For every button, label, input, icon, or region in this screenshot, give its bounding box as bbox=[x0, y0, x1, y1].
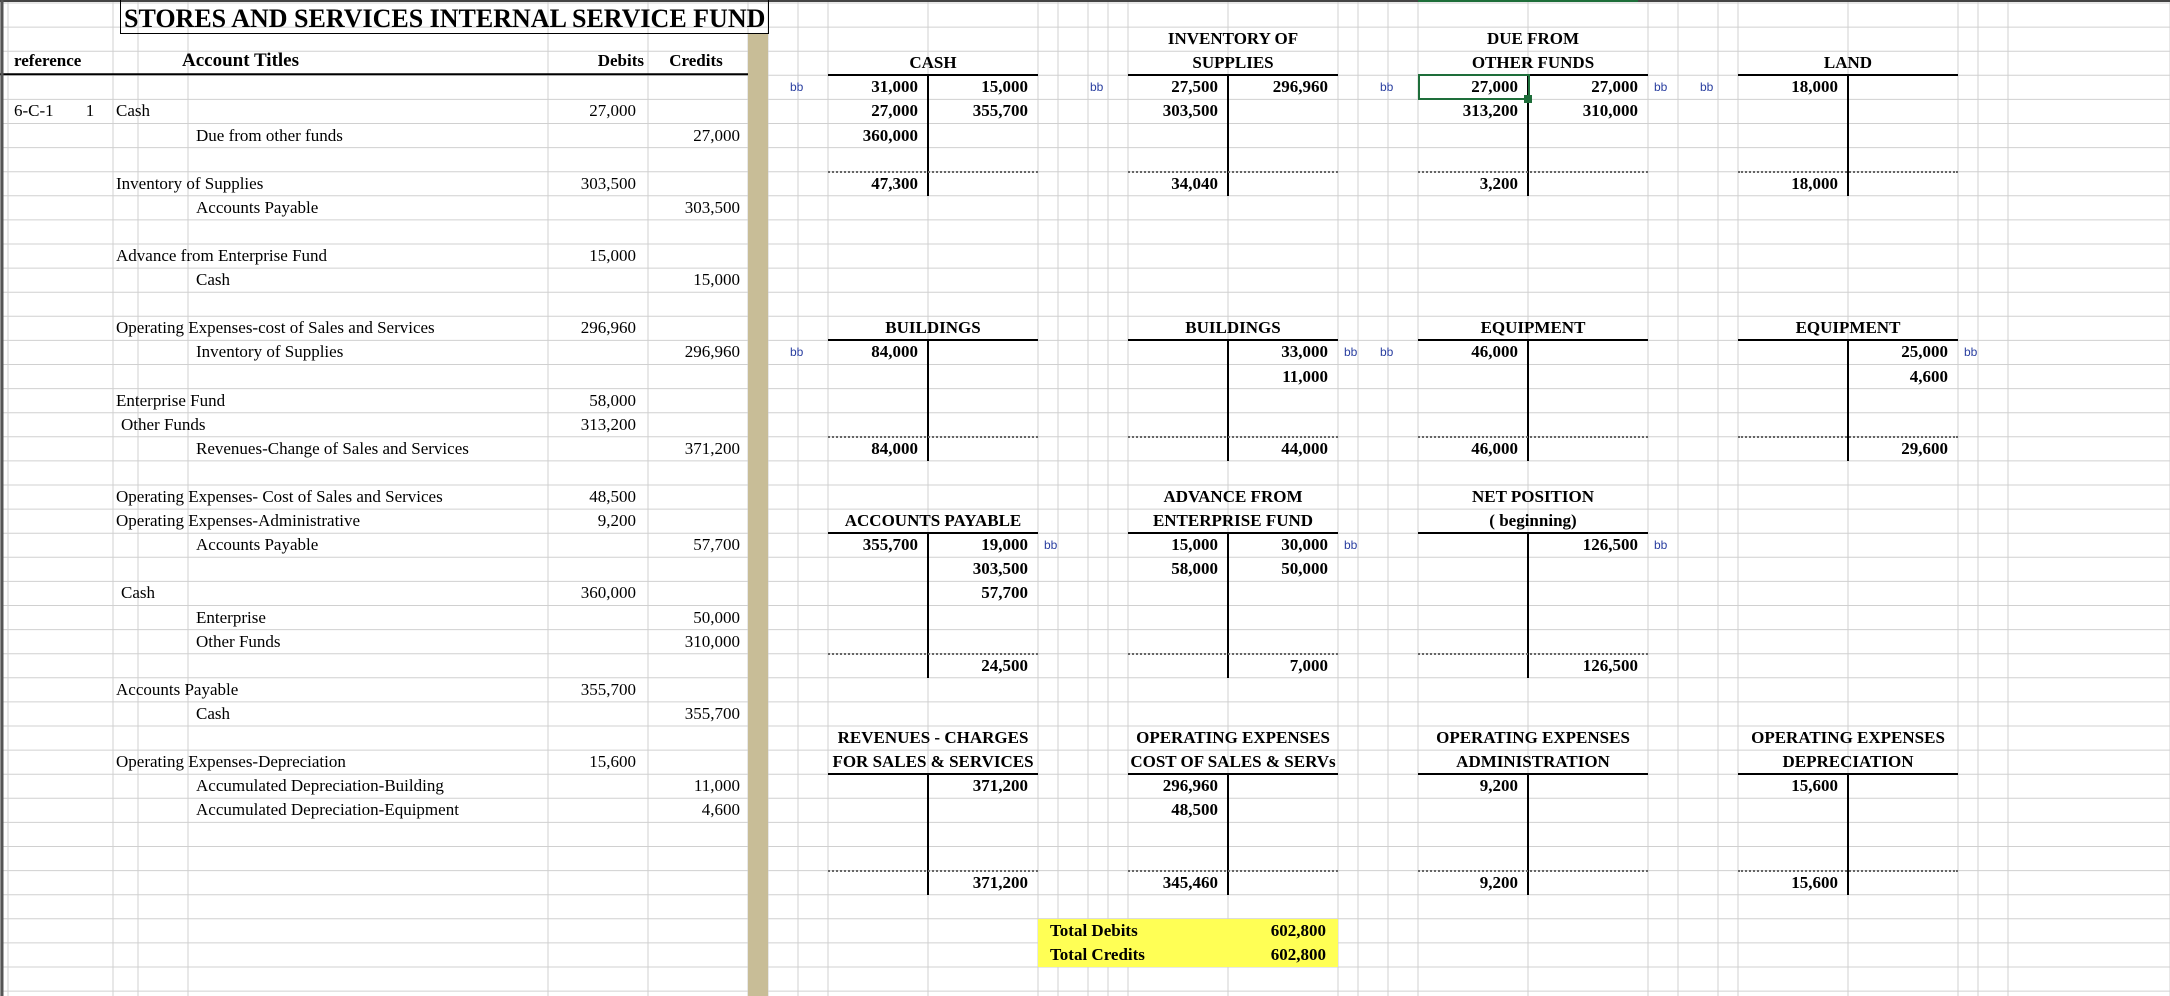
t-account-debit: 84,000 bbox=[871, 342, 918, 362]
journal-debit: 27,000 bbox=[589, 101, 636, 121]
beginning-balance-tag: bb bbox=[1380, 80, 1394, 95]
t-account-credit: 57,700 bbox=[981, 583, 1028, 603]
t-account-title: REVENUES - CHARGES bbox=[837, 728, 1029, 748]
t-account-title: INVENTORY OF bbox=[1167, 29, 1299, 49]
selected-cell bbox=[1418, 74, 1530, 100]
t-account-divider bbox=[1847, 75, 1849, 196]
t-account-credit: 296,960 bbox=[1272, 77, 1328, 97]
journal-debit: 9,200 bbox=[597, 511, 636, 531]
journal-account: Cash bbox=[116, 101, 150, 121]
t-account-title: EQUIPMENT bbox=[1795, 318, 1901, 338]
journal-account: Advance from Enterprise Fund bbox=[116, 246, 328, 266]
t-account-balance: 84,000 bbox=[871, 438, 918, 458]
t-account-debit: 360,000 bbox=[862, 125, 918, 145]
journal-account: Inventory of Supplies bbox=[196, 342, 344, 362]
t-account-credit: 303,500 bbox=[972, 559, 1028, 579]
t-account-debit: 46,000 bbox=[1471, 342, 1518, 362]
t-account-debit: 58,000 bbox=[1171, 559, 1218, 579]
t-account-balance: 15,600 bbox=[1791, 872, 1838, 892]
t-account-title: ENTERPRISE FUND bbox=[1152, 511, 1314, 531]
t-account-balance: 46,000 bbox=[1471, 438, 1518, 458]
t-account-title: LAND bbox=[1823, 53, 1873, 73]
t-account-debit: 18,000 bbox=[1791, 77, 1838, 97]
t-account-credit: 25,000 bbox=[1901, 342, 1948, 362]
journal-credit: 355,700 bbox=[684, 703, 740, 723]
t-account-title: CASH bbox=[909, 53, 957, 73]
t-account-title: EQUIPMENT bbox=[1480, 318, 1586, 338]
beginning-balance-tag: bb bbox=[790, 80, 804, 95]
journal-credit: 50,000 bbox=[693, 607, 740, 627]
page-title: STORES AND SERVICES INTERNAL SERVICE FUND bbox=[124, 4, 766, 33]
t-account-balance: 29,600 bbox=[1901, 438, 1948, 458]
journal-account: Operating Expenses-cost of Sales and Services bbox=[116, 318, 435, 338]
t-account-debit: 27,000 bbox=[871, 101, 918, 121]
t-account-credit: 4,600 bbox=[1909, 366, 1948, 386]
t-account-divider bbox=[1847, 774, 1849, 895]
t-account-divider bbox=[927, 340, 929, 461]
t-account-title: NET POSITION bbox=[1471, 487, 1595, 507]
separator-column bbox=[748, 34, 768, 996]
t-account-debit: 313,200 bbox=[1462, 101, 1518, 121]
journal-credit: 296,960 bbox=[684, 342, 740, 362]
journal-debit: 355,700 bbox=[580, 679, 636, 699]
t-account-credit: 19,000 bbox=[981, 535, 1028, 555]
journal-debit: 296,960 bbox=[580, 318, 636, 338]
journal-debit: 15,000 bbox=[589, 246, 636, 266]
journal-credit: 310,000 bbox=[684, 631, 740, 651]
t-account-divider bbox=[1527, 774, 1529, 895]
beginning-balance-tag: bb bbox=[1090, 80, 1104, 95]
journal-account: Operating Expenses-Administrative bbox=[116, 511, 361, 531]
journal-credit: 303,500 bbox=[684, 197, 740, 217]
t-account-credit: 33,000 bbox=[1281, 342, 1328, 362]
reference-number: 1 bbox=[85, 101, 95, 121]
journal-account: Due from other funds bbox=[196, 125, 343, 145]
total-credits-label: Total Credits bbox=[1050, 944, 1145, 964]
t-account-credit: 50,000 bbox=[1281, 559, 1328, 579]
beginning-balance-tag: bb bbox=[1964, 345, 1978, 360]
journal-account: Accounts Payable bbox=[196, 197, 319, 217]
t-account-title: BUILDINGS bbox=[1185, 318, 1281, 338]
t-account-title: ACCOUNTS PAYABLE bbox=[844, 511, 1022, 531]
beginning-balance-tag: bb bbox=[1700, 80, 1714, 95]
t-account-title: ADMINISTRATION bbox=[1456, 752, 1610, 772]
header-account-titles: Account Titles bbox=[182, 50, 299, 72]
t-account-title: DUE FROM bbox=[1486, 29, 1580, 49]
t-account-divider bbox=[1527, 340, 1529, 461]
t-account-debit: 48,500 bbox=[1171, 800, 1218, 820]
header-credits: Credits bbox=[669, 51, 723, 71]
reference-code: 6-C-1 bbox=[14, 101, 54, 121]
journal-account: Accounts Payable bbox=[196, 535, 319, 555]
t-account-debit: 355,700 bbox=[862, 535, 918, 555]
journal-debit: 303,500 bbox=[580, 173, 636, 193]
t-account-balance: 34,040 bbox=[1171, 173, 1218, 193]
beginning-balance-tag: bb bbox=[1654, 80, 1668, 95]
beginning-balance-tag: bb bbox=[1654, 538, 1668, 553]
t-account-debit: 15,000 bbox=[1171, 535, 1218, 555]
t-account-debit: 15,600 bbox=[1791, 776, 1838, 796]
t-account-title: FOR SALES & SERVICES bbox=[832, 752, 1034, 772]
journal-credit: 27,000 bbox=[693, 125, 740, 145]
journal-account: Cash bbox=[121, 583, 155, 603]
t-account-balance: 126,500 bbox=[1582, 655, 1638, 675]
title-box-left bbox=[120, 0, 121, 34]
t-account-credit: 15,000 bbox=[981, 77, 1028, 97]
t-account-title: ( beginning) bbox=[1489, 511, 1577, 531]
t-account-debit: 27,000 bbox=[1471, 77, 1518, 97]
t-account-balance: 24,500 bbox=[981, 655, 1028, 675]
t-account-title: BUILDINGS bbox=[885, 318, 981, 338]
t-account-balance: 9,200 bbox=[1479, 872, 1518, 892]
header-reference: reference bbox=[14, 51, 82, 71]
t-account-debit: 296,960 bbox=[1162, 776, 1218, 796]
t-account-credit: 11,000 bbox=[1282, 366, 1328, 386]
journal-account: Operating Expenses-Depreciation bbox=[116, 752, 346, 772]
journal-account: Other Funds bbox=[121, 414, 206, 434]
total-debits-label: Total Debits bbox=[1050, 920, 1138, 940]
journal-account: Accounts Payable bbox=[116, 679, 239, 699]
t-account-credit: 355,700 bbox=[972, 101, 1028, 121]
t-account-credit: 126,500 bbox=[1582, 535, 1638, 555]
total-debits-value: 602,800 bbox=[1270, 920, 1326, 940]
t-account-balance: 47,300 bbox=[871, 173, 918, 193]
journal-account: Cash bbox=[196, 703, 230, 723]
t-account-title: OPERATING EXPENSES bbox=[1136, 728, 1330, 748]
journal-account: Enterprise Fund bbox=[116, 390, 226, 410]
journal-account: Revenues-Change of Sales and Services bbox=[196, 438, 469, 458]
journal-account: Other Funds bbox=[196, 631, 281, 651]
journal-credit: 11,000 bbox=[693, 776, 740, 796]
t-account-title: ADVANCE FROM bbox=[1163, 487, 1303, 507]
journal-credit: 4,600 bbox=[701, 800, 740, 820]
t-account-balance: 18,000 bbox=[1791, 173, 1838, 193]
journal-debit: 48,500 bbox=[589, 487, 636, 507]
t-account-title: SUPPLIES bbox=[1192, 53, 1274, 73]
beginning-balance-tag: bb bbox=[1344, 538, 1358, 553]
t-account-credit: 27,000 bbox=[1591, 77, 1638, 97]
t-account-title: DEPRECIATION bbox=[1782, 752, 1914, 772]
t-account-title: OPERATING EXPENSES bbox=[1436, 728, 1630, 748]
beginning-balance-tag: bb bbox=[790, 345, 804, 360]
t-account-credit: 371,200 bbox=[972, 776, 1028, 796]
t-account-debit: 9,200 bbox=[1479, 776, 1518, 796]
t-account-title: COST OF SALES & SERVs bbox=[1130, 752, 1336, 772]
t-account-balance: 44,000 bbox=[1281, 438, 1328, 458]
t-account-debit: 31,000 bbox=[871, 77, 918, 97]
t-account-debit: 27,500 bbox=[1171, 77, 1218, 97]
journal-credit: 371,200 bbox=[684, 438, 740, 458]
journal-account: Accumulated Depreciation-Equipment bbox=[196, 800, 459, 820]
journal-debit: 15,600 bbox=[589, 752, 636, 772]
journal-debit: 313,200 bbox=[580, 414, 636, 434]
total-credits-value: 602,800 bbox=[1270, 944, 1326, 964]
t-account-balance: 345,460 bbox=[1162, 872, 1218, 892]
t-account-divider bbox=[1227, 774, 1229, 895]
t-account-credit: 310,000 bbox=[1582, 101, 1638, 121]
t-account-debit: 303,500 bbox=[1162, 101, 1218, 121]
beginning-balance-tag: bb bbox=[1044, 538, 1058, 553]
beginning-balance-tag: bb bbox=[1380, 345, 1394, 360]
beginning-balance-tag: bb bbox=[1344, 345, 1358, 360]
journal-credit: 57,700 bbox=[693, 535, 740, 555]
header-debits: Debits bbox=[597, 51, 644, 71]
t-account-title: OPERATING EXPENSES bbox=[1751, 728, 1945, 748]
journal-credit: 15,000 bbox=[693, 270, 740, 290]
selection-col-marker bbox=[1418, 0, 1638, 2]
journal-debit: 58,000 bbox=[589, 390, 636, 410]
journal-account: Cash bbox=[196, 270, 230, 290]
journal-account: Enterprise bbox=[196, 607, 266, 627]
journal-account: Accumulated Depreciation-Building bbox=[196, 776, 444, 796]
title-box-bottom bbox=[120, 33, 768, 34]
t-account-balance: 7,000 bbox=[1289, 655, 1328, 675]
selection-fill-handle bbox=[1524, 95, 1532, 103]
journal-account: Inventory of Supplies bbox=[116, 173, 264, 193]
t-account-balance: 3,200 bbox=[1479, 173, 1518, 193]
t-account-credit: 30,000 bbox=[1281, 535, 1328, 555]
title-box-right bbox=[768, 0, 769, 34]
journal-debit: 360,000 bbox=[580, 583, 636, 603]
t-account-balance: 371,200 bbox=[972, 872, 1028, 892]
t-account-title: OTHER FUNDS bbox=[1471, 53, 1595, 73]
journal-account: Operating Expenses- Cost of Sales and Services bbox=[116, 487, 443, 507]
